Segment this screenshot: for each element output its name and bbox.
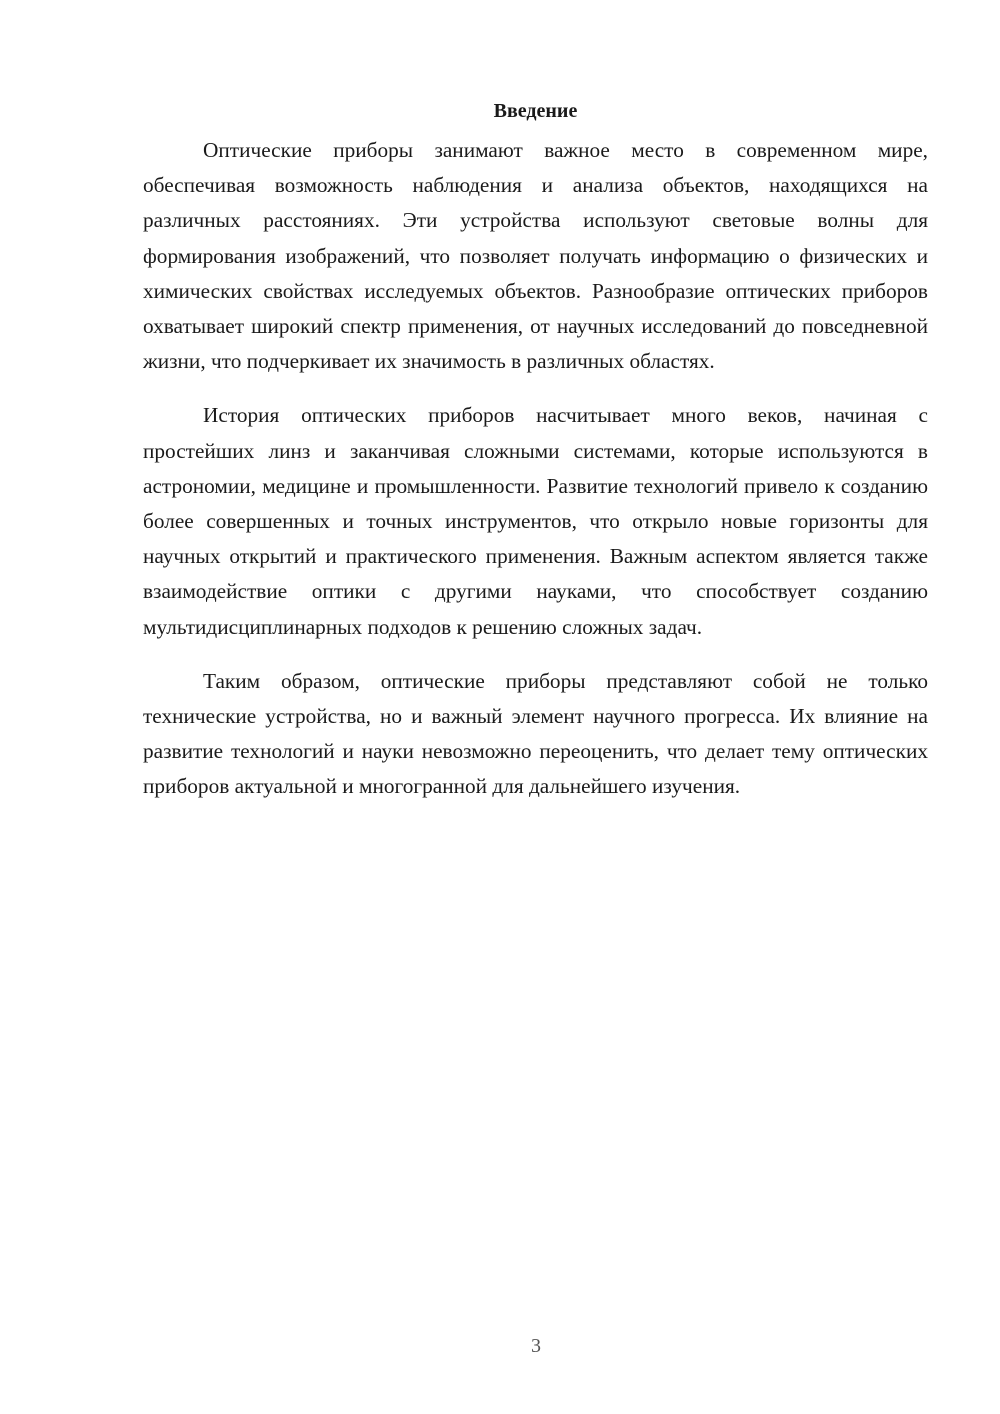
page-number: 3 [531, 1335, 541, 1357]
paragraph-1: Оптические приборы занимают важное место в современном мире, обеспечивая возможность наблюдения и анализа объектов, находящихся на различных расстояниях. Эти устройства используют световые волны для формирования изображений, что позволяет получать информацию о физических и химических свойствах исследуемых объектов. Разнообразие оптических приборов охватывает широкий спектр применения, от научных исследований до повседневной жизни, что подчеркивает их значимость в различных областях. [143, 138, 928, 374]
page-content [143, 95, 928, 805]
paragraph-2: История оптических приборов насчитывает много веков, начиная с простейших линз и заканчивая сложными системами, которые используются в астрономии, медицине и промышленности. Развитие технологий привело к созданию более совершенных и точных инструментов, что открыло новые горизонты для научных открытий и практического применения. Важным аспектом является также взаимодействие оптики с другими науками, что способствует созданию мультидисциплинарных подходов к решению сложных задач. [143, 403, 928, 639]
section-title: Введение [493, 100, 578, 122]
paragraph-3: Таким образом, оптические приборы представляют собой не только технические устройства, но и важный элемент научного прогресса. Их влияние на развитие технологий и науки невозможно переоценить, что делает тему оптических приборов актуальной и многогранной для дальнейшего изучения. [143, 668, 928, 799]
